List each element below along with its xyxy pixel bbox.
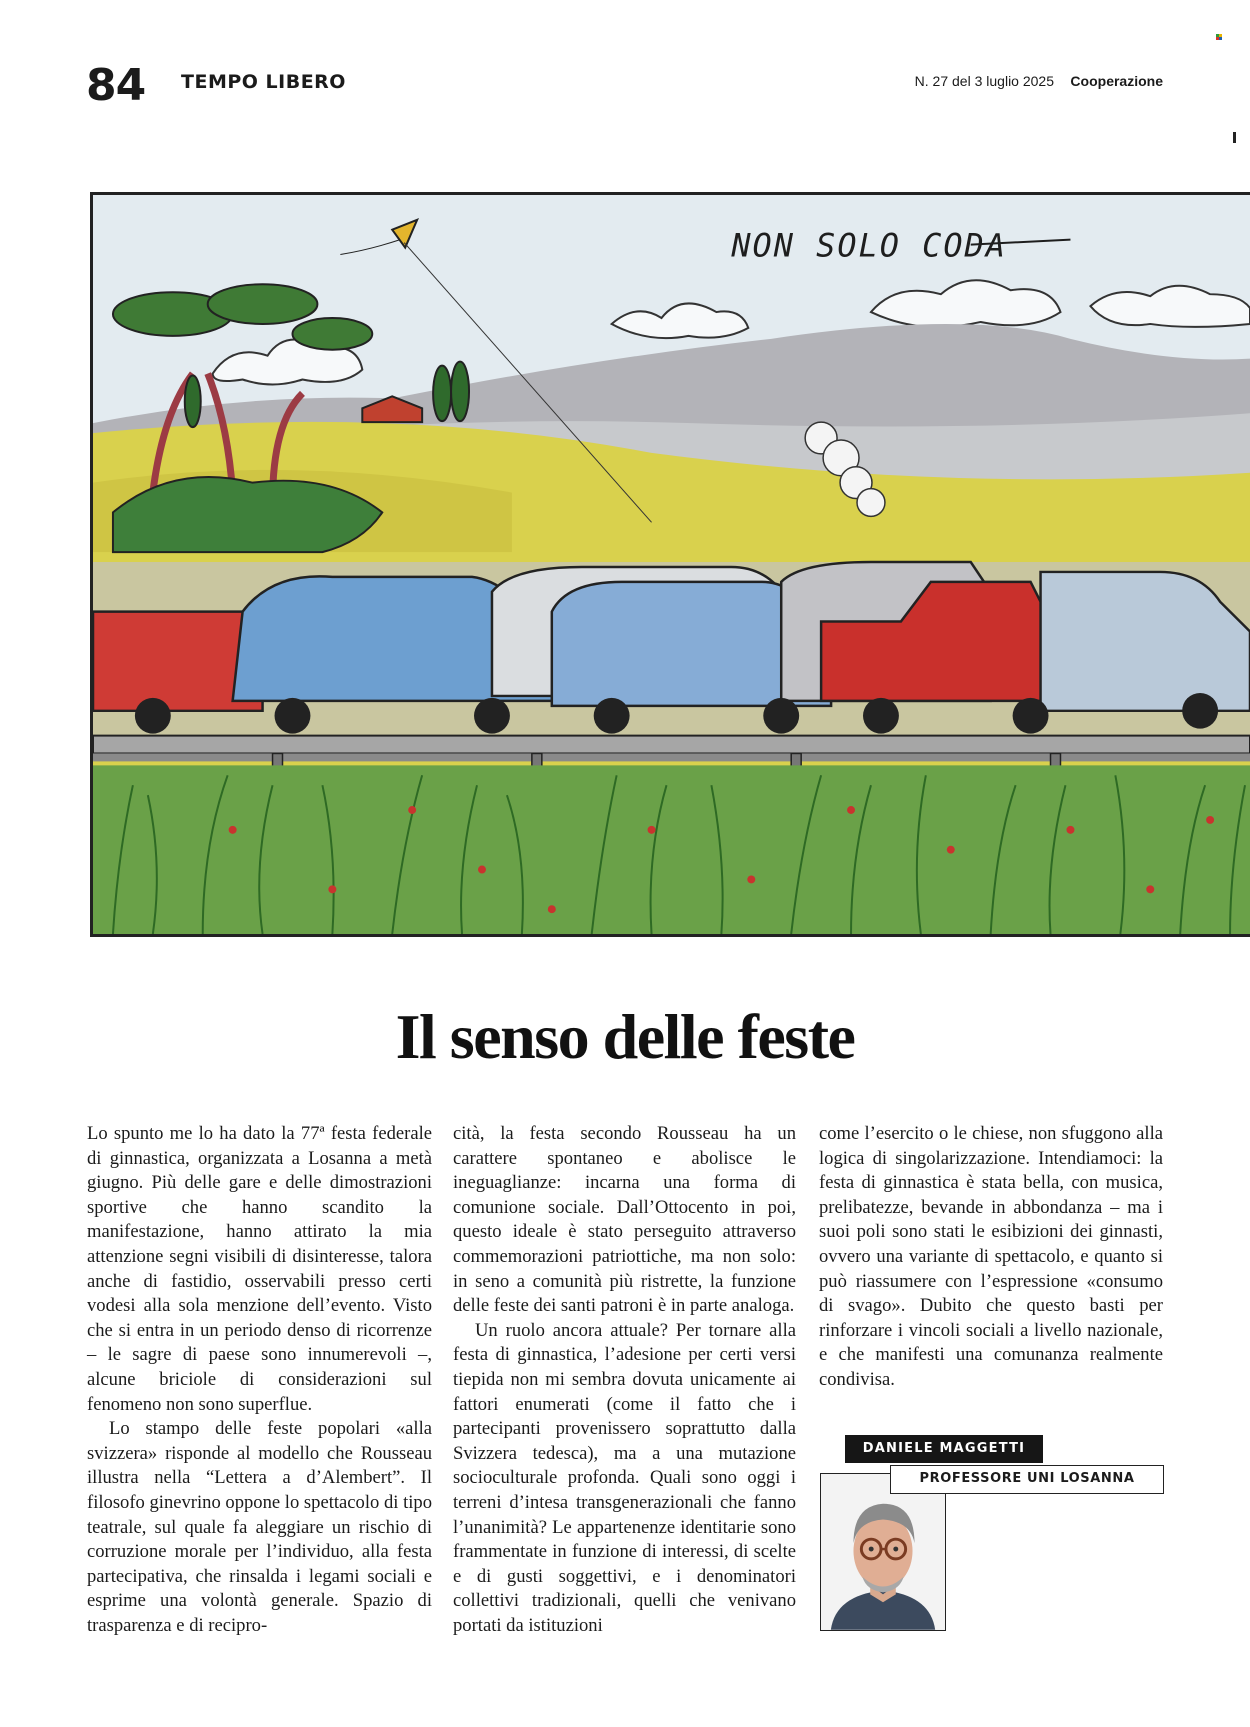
color-registration-mark <box>1216 34 1223 40</box>
traffic-jam-drawing <box>93 195 1250 934</box>
issue-date: N. 27 del 3 luglio 2025 <box>914 73 1054 89</box>
article-headline: Il senso delle feste <box>395 1001 855 1072</box>
illustration-caption: NON SOLO CODA <box>731 226 1007 265</box>
article-column-3 <box>819 1122 1163 1393</box>
author-role: PROFESSORE UNI LOSANNA <box>890 1465 1164 1494</box>
article-column-1 <box>87 1122 432 1638</box>
cartoon-illustration <box>90 192 1250 937</box>
paragraph: come l’esercito o le chiese, non sfuggono alla logica di singolarizzazione. Intendiamoci: la festa di ginnastica è stata bella, con musica, prelibatezze, bevande in abbondanza – ma i suoi poli sono stati le esibizioni dei ginnasti, ovvero una variante di spettacolo, e quanto si può riassumere con l’espressione «consumo di svago». Dubito che questo basti per rinforzare i vincoli sociali a livello nazionale, e che manifesti una comunanza realmente condivisa. <box>819 1123 1163 1390</box>
author-portrait <box>821 1474 945 1630</box>
author-name: DANIELE MAGGETTI <box>845 1435 1043 1463</box>
paragraph: Lo stampo delle feste popolari «alla svizzera» risponde al modello che Rousseau illustra nella “Lettera a d’Alembert”. Il filosofo ginevrino oppone lo spettacolo di tipo teatrale, sul quale fa aleggiare un rischio di corruzione morale per l’individuo, alla festa partecipativa, che rinsalda i legami sociali e esprime una volontà generale. Spazio di trasparenza e di recipro- <box>87 1418 432 1636</box>
paragraph: cità, la festa secondo Rousseau ha un carattere spontaneo e abolisce le ineguaglianze: incarna una forma di comunione sociale. Dall’Ottocento in poi, questo ideale è stato perseguito attraverso commemorazioni patriottiche, ma non solo: in seno a comunità più ristrette, la funzione delle feste dei santi patroni è in parte analoga. <box>453 1123 796 1317</box>
paragraph: Un ruolo ancora attuale? Per tornare alla festa di ginnastica, l’adesione per certi versi tiepida non mi sembra dovuta unicamente ai fattori enumerati (come il fatto che i partecipanti provenissero soprattutto dalla Svizzera tedesca), ma a una mutazione socioculturale profonda. Quali sono oggi i terreni d’intesa transgenerazionali che fanno l’unanimità? Le appartenenze identitarie sono frammentate in funzione di interessi, di scelte e di gusti soggettivi, e i denominatori collettivi tradizionali, quelli che venivano portati da istituzioni <box>453 1319 796 1636</box>
page-number: 84 <box>86 60 146 111</box>
section-title: TEMPO LIBERO <box>181 71 346 93</box>
crop-mark <box>1233 132 1236 143</box>
author-photo <box>820 1473 946 1631</box>
article-column-2 <box>453 1122 796 1638</box>
paragraph: Lo spunto me lo ha dato la 77ª festa federale di ginnastica, organizzata a Losanna a metà giugno. Più delle gare e delle dimostrazioni sportive che hanno scandito la manifestazione, hanno attirato la mia attenzione segni visibili di disinteresse, talora anche di fastidio, osservabili presso certi vodesi alla sola menzione dell’evento. Visto che si entra in un periodo denso di ricorrenze – le sagre di paese sono innumerevoli –, alcune briciole di considerazioni sul fenomeno non sono superflue. <box>87 1123 432 1415</box>
publication-name: Cooperazione <box>1070 73 1163 89</box>
